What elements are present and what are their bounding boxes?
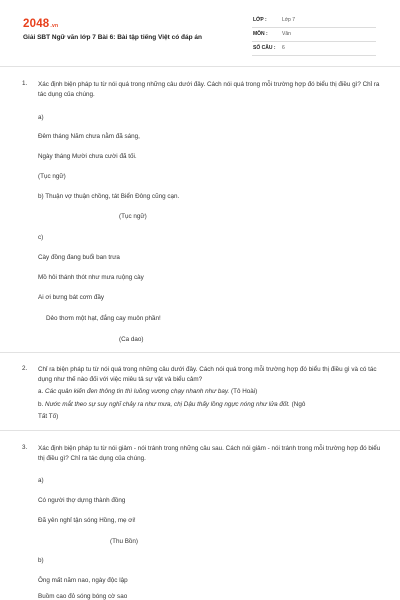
meta-label: MÔN : <box>253 31 268 37</box>
answer-line: Đêm tháng Năm chưa nằm đã sáng, <box>38 133 140 140</box>
meta-label: LỚP : <box>253 17 267 23</box>
question-divider <box>0 430 400 431</box>
question-text: Chỉ ra biện pháp tu từ nói quá trong những câu dưới đây. Cách nói quá trong mỗi trường hợp đó biểu thị điều gì và có tác dụng như thế nào đối với việc miêu tả sự vật và biểu cảm? <box>38 366 377 383</box>
answer-source: (Ngô <box>289 401 306 408</box>
answer-line-b <box>38 401 305 409</box>
question-number: 1. <box>22 80 28 87</box>
meta-label: SỐ CÂU : <box>253 45 276 51</box>
answer-source-cont: Tất Tố) <box>38 413 59 420</box>
answer-line: (Tục ngữ) <box>38 173 66 180</box>
answer-line: Ngày tháng Mười chưa cười đã tối. <box>38 153 137 160</box>
answer-line: Dẻo thơm một hạt, đắng cay muôn phần! <box>46 315 161 322</box>
answer-line: a) <box>38 477 44 484</box>
document-title: Giải SBT Ngữ văn lớp 7 Bài 6: Bài tập tiếng Việt có đáp án <box>23 34 202 41</box>
answer-source: (Ca dao) <box>119 336 144 343</box>
answer-line: Đã yên nghỉ tận sóng Hồng, mẹ ơi! <box>38 517 136 524</box>
answer-prefix: b. <box>38 401 46 408</box>
question-divider <box>0 352 400 353</box>
page-header <box>0 0 400 66</box>
logo-suffix: .vn <box>50 23 59 29</box>
answer-prefix: a. <box>38 388 46 395</box>
answer-line: Ai ơi bưng bát cơm đầy <box>38 294 105 301</box>
answer-line: b) Thuận vợ thuận chồng, tát Biển Đông cũng cạn. <box>38 193 180 200</box>
answer-line: a) <box>38 114 44 121</box>
answer-line: Mồ hôi thánh thót như mưa ruộng cày <box>38 274 144 281</box>
meta-table <box>252 14 376 56</box>
answer-line-a <box>38 388 257 396</box>
answer-source: (Tô Hoài) <box>229 388 258 395</box>
site-logo[interactable] <box>23 17 58 32</box>
answer-source: (Tục ngữ) <box>119 213 147 220</box>
answer-line: Buồm cao đỏ sóng bóng cờ sao <box>38 593 128 600</box>
answer-line: Có người thợ dựng thành đồng <box>38 497 126 504</box>
meta-row-count <box>252 42 376 56</box>
answer-line: Cày đồng đang buổi ban trưa <box>38 254 120 261</box>
question-number: 3. <box>22 444 28 451</box>
answer-line: c) <box>38 234 44 241</box>
answer-source: (Thu Bồn) <box>110 538 138 545</box>
answer-line: Ông mất năm nao, ngày độc lập <box>38 577 128 584</box>
answer-italic: Nước mắt theo sự suy nghĩ chảy ra như mưa, chị Dậu thấy lồng ngực nóng như lửa đốt. <box>45 401 290 408</box>
question-text: Xác định biện pháp tu từ nói quá trong những câu dưới đây. Cách nói quá trong mỗi trường hợp đó biểu thị điều gì? Chỉ ra tác dụng của chúng. <box>38 81 380 98</box>
meta-row-class <box>252 14 376 28</box>
meta-value: 6 <box>282 45 285 51</box>
answer-line: b) <box>38 557 44 564</box>
answer-italic: Các quân kiến đen thông tin thì luồng vương chạy nhanh như bay. <box>45 388 230 395</box>
meta-row-subject <box>252 28 376 42</box>
question-number: 2. <box>22 365 28 372</box>
meta-value: Lớp 7 <box>282 17 296 23</box>
logo-text: 2048 <box>23 18 50 30</box>
question-text: Xác định biện pháp tu từ nói giảm - nói tránh trong những câu sau. Cách nói giảm - nói tránh trong mỗi trường hợp đó biểu thị điều gì? Chỉ ra tác dụng của chúng. <box>38 445 381 462</box>
header-divider <box>0 66 400 67</box>
meta-value: Văn <box>282 31 291 37</box>
